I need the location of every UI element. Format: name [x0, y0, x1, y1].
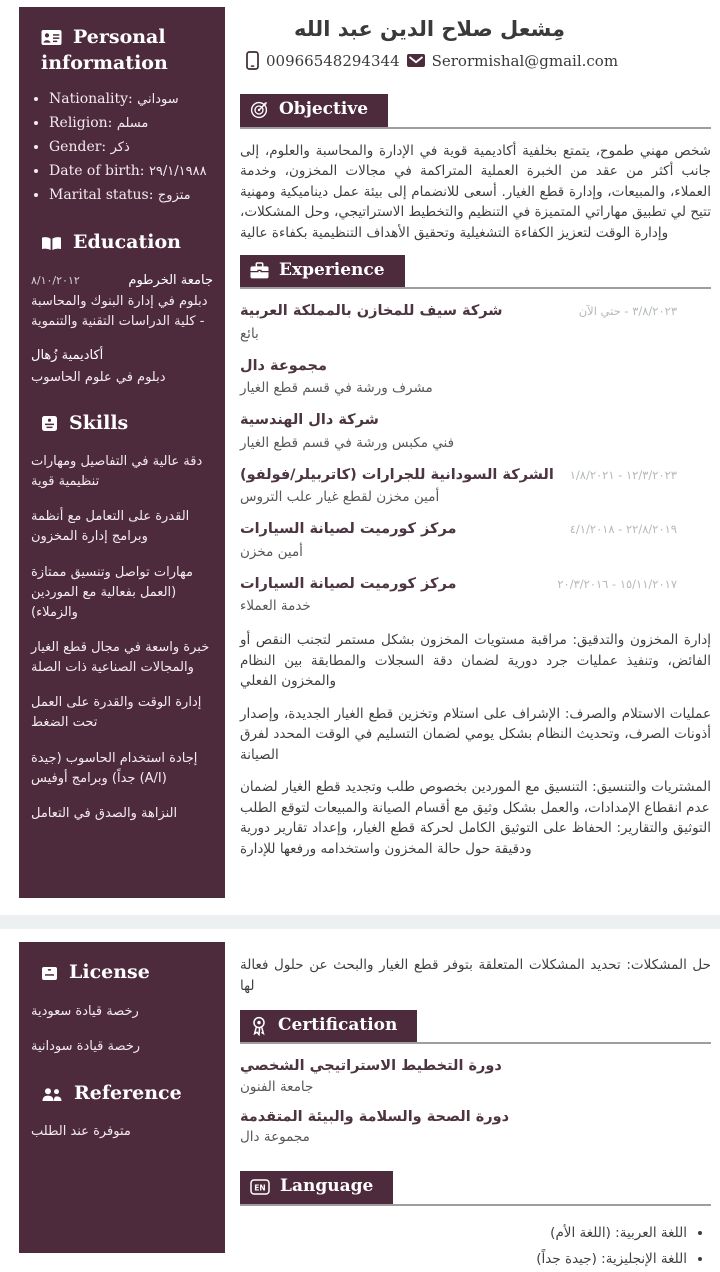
- skill-item: إجادة استخدام الحاسوب (جيدة جداً) وبرامج أوفيس (A/I): [31, 750, 198, 786]
- personal-item: • Nationality: سوداني: [49, 89, 213, 110]
- language-item: • اللغة العربية: (اللغة الأم): [240, 1220, 687, 1246]
- reference-item: متوفرة عند الطلب: [31, 1124, 131, 1140]
- email-icon: [407, 54, 425, 67]
- people-icon: [41, 1087, 63, 1102]
- education-date: ٨/١٠/٢٠١٢: [31, 273, 80, 287]
- employment-dates: ١٢/٣/٢٠٢٣ - ١/٨/٢٠٢١: [569, 467, 677, 482]
- main-content-page2: [240, 929, 711, 1272]
- experience-detail: المشتريات والتنسيق: التنسيق مع الموردين بخصوص طلب وتجديد قطع الغيار لضمان عدم انقطاع الإمدادات، والعمل بشكل وثيق مع أقسام الصيانة والمبيعات لتوقع الطلب: [240, 779, 711, 816]
- phone-icon: [246, 51, 259, 70]
- job-title: خدمة العملاء: [240, 598, 311, 615]
- certificate-name: دورة التخطيط الاستراتيجي الشخصي: [240, 1058, 502, 1075]
- company-name: مجموعة دال: [240, 357, 327, 374]
- objective-title: Objective: [279, 99, 369, 120]
- language-list: [240, 1220, 711, 1272]
- personal-item: • Gender: ذكر: [49, 137, 213, 158]
- education-school: جامعة الخرطوم: [128, 272, 213, 288]
- language-item: • اللغة الإنجليزية: (جيدة جداً): [240, 1246, 687, 1272]
- education-entry: [31, 271, 213, 332]
- license-item: رخصة قيادة سعودية: [31, 1003, 139, 1019]
- company-name: مركز كورميت لصيانة السيارات: [240, 575, 457, 592]
- skill-item: خبرة واسعة في مجال قطع الغيار والمجالات الصناعية ذات الصلة: [31, 640, 210, 676]
- certificate-name: دورة الصحة والسلامة والبيئة المتقدمة: [240, 1108, 510, 1125]
- sidebar-page1: [19, 7, 225, 898]
- education-entry: [31, 346, 213, 387]
- personal-info-heading: [31, 25, 213, 76]
- objective-text: شخص مهني طموح، يتمتع بخلفية أكاديمية قوية في الإدارة والمحاسبة والعلوم، إلى جانب أكثر من عقد من الخبرة العملية المتراكمة في مجالات المخزون، وخدمة العملاء، والمبيعات، وإدارة قطع الغيار. أسعى للانضمام إلى بيئة عمل ديناميكية ومهنية تتيح لي تطبيق مهاراتي المتميزة في التنظيم والتخطيط الاستراتيجي، وحل المشكلات، وإدارة الوقت لتعزيز الكفاءة التشغيلية وتحقيق الأهداف التنظيمية بكفاءة عالية: [240, 142, 711, 241]
- language-en-icon: [250, 1179, 270, 1195]
- education-degree: دبلوم في علوم الحاسوب: [31, 369, 166, 385]
- experience-entry: [240, 357, 711, 398]
- experience-title: Experience: [279, 260, 385, 281]
- language-title: Language: [280, 1176, 374, 1197]
- email-address: Serormishal@gmail.com: [431, 51, 619, 70]
- phone-number: 00966548294344: [266, 51, 400, 70]
- medal-icon: [250, 1016, 268, 1036]
- main-content-page1: [240, 0, 711, 859]
- license-item: رخصة قيادة سودانية: [31, 1039, 141, 1055]
- certificate-card-icon: [41, 415, 58, 432]
- education-degree: دبلوم في إدارة البنوك والمحاسبة - كلية الدراسات التقنية والتنموية: [31, 294, 208, 329]
- reference-heading: [31, 1081, 213, 1107]
- page-separator: [0, 915, 720, 929]
- contact-row: [246, 51, 711, 70]
- experience-section-header: [240, 255, 711, 289]
- experience-detail: عمليات الاستلام والصرف: الإشراف على استلام وتخزين قطع الغيار الجديدة، وإصدار أذونات الصرف، وتحديث النظام بشكل يومي لضمان التسليم في الوقت المحدد لفرق الصيانة: [240, 705, 711, 763]
- skill-item: دقة عالية في التفاصيل ومهارات تنظيمية قوية: [31, 454, 203, 490]
- open-book-icon: [41, 236, 62, 251]
- company-name: مركز كورميت لصيانة السيارات: [240, 521, 457, 538]
- employment-dates: ٢٢/٨/٢٠١٩ - ٤/١/٢٠١٨: [569, 522, 677, 537]
- certificate-issuer: مجموعة دال: [240, 1129, 310, 1146]
- job-title: مشرف ورشة في قسم قطع الغيار: [240, 380, 433, 397]
- company-name: شركة دال الهندسية: [240, 412, 379, 429]
- briefcase-icon: [250, 262, 269, 279]
- skill-item: القدرة على التعامل مع أنظمة وبرامج إدارة المخزون: [31, 509, 190, 545]
- job-title: فني مكبس ورشة في قسم قطع الغيار: [240, 434, 455, 451]
- objective-section-header: [240, 94, 711, 128]
- experience-entry: [240, 466, 711, 507]
- personal-item: • Marital status: متزوج: [49, 185, 213, 206]
- candidate-name: مِشعل صلاح الدين عبد الله: [294, 17, 566, 41]
- target-icon: [250, 100, 269, 119]
- certification-section-header: [240, 1010, 711, 1044]
- skills-heading: [31, 411, 213, 437]
- experience-detail: التوثيق والتقارير: الحفاظ على التوثيق الكامل لحركة قطع الغيار، وإعداد تقارير دورية ودقيقة حول حالة المخزون واستخدامه ورفعها للإدارة: [240, 820, 711, 857]
- experience-entry: [240, 575, 711, 616]
- license-card-icon: [41, 966, 58, 981]
- education-school: أكاديمية زُهال: [31, 348, 104, 364]
- id-card-icon: [41, 29, 62, 46]
- license-heading: [31, 960, 213, 986]
- experience-entry: [240, 411, 711, 452]
- skill-item: مهارات تواصل وتنسيق ممتازة (العمل بفعالية مع الموردين والزملاء): [31, 564, 193, 620]
- personal-info-list: [31, 89, 213, 206]
- svg-text:EN: EN: [254, 1183, 266, 1193]
- reference-title: Reference: [74, 1081, 182, 1104]
- skill-item: النزاهة والصدق في التعامل: [31, 805, 178, 821]
- education-title: Education: [73, 231, 181, 254]
- sidebar-page2: [19, 942, 225, 1253]
- company-name: الشركة السودانية للجرارات (كاتربيلر/فولفو): [240, 466, 554, 483]
- certificate-issuer: جامعة الفنون: [240, 1078, 314, 1095]
- experience-entry: [240, 302, 711, 343]
- language-section-header: [240, 1171, 711, 1205]
- job-title: أمين مخزن: [240, 543, 303, 560]
- personal-item: • Religion: مسلم: [49, 113, 213, 134]
- skill-item: إدارة الوقت والقدرة على العمل تحت الضغط: [31, 695, 202, 731]
- job-title: أمين مخزن لقطع غيار علب التروس: [240, 489, 440, 506]
- certification-entry: [240, 1057, 711, 1095]
- certification-title: Certification: [278, 1015, 398, 1036]
- license-title: License: [69, 961, 150, 983]
- experience-detail: إدارة المخزون والتدقيق: مراقبة مستويات المخزون بشكل مستمر لتجنب النقص أو الفائض، وتنفيذ عمليات جرد دورية لضمان دقة السجلات والمطابقة بين النظام والمخزون الفعلي: [240, 632, 711, 690]
- experience-detail: حل المشكلات: تحديد المشكلات المتعلقة بتوفر قطع الغيار والبحث عن حلول فعالة لها: [240, 957, 711, 994]
- personal-info-title: Personal information: [41, 26, 168, 74]
- certification-entry: [240, 1108, 711, 1146]
- job-title: بائع: [240, 325, 259, 342]
- employment-dates: ١٥/١١/٢٠١٧ - ٢٠/٣/٢٠١٦: [557, 576, 677, 591]
- employment-dates: ٣/٨/٢٠٢٣ - حتي الآن: [578, 304, 677, 319]
- skills-title: Skills: [69, 412, 129, 435]
- personal-item: • Date of birth: ٢٩/١/١٩٨٨: [49, 161, 213, 182]
- experience-entry: [240, 520, 711, 561]
- company-name: شركة سيف للمخازن بالمملكة العربية: [240, 303, 503, 320]
- education-heading: [31, 230, 213, 256]
